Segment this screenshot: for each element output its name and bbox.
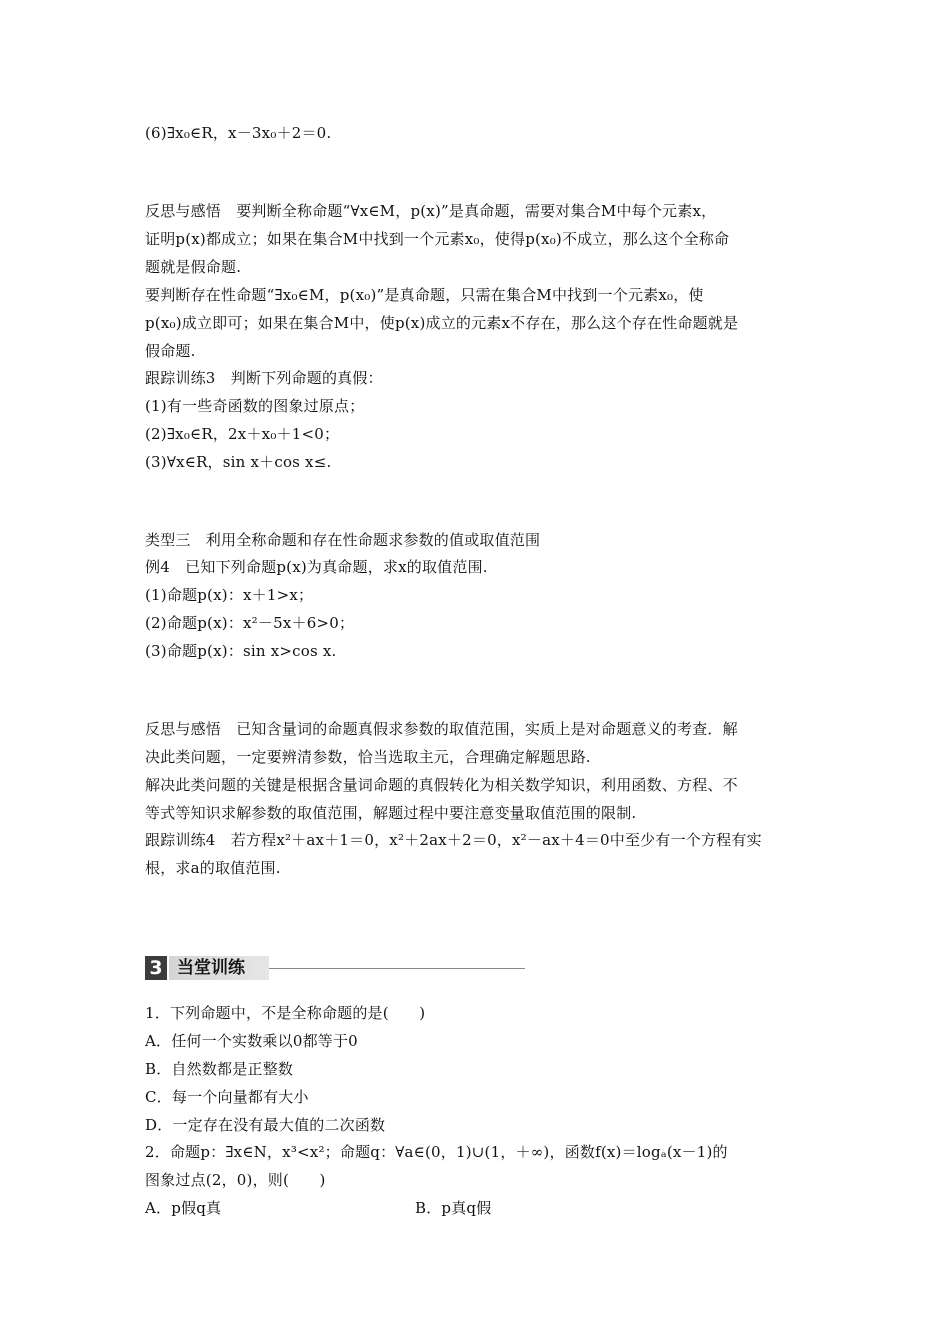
question-1-option-b: B．自然数都是正整数 [145,1060,294,1078]
practice-4-line-2: 根，求a的取值范围. [145,859,281,877]
example-4-heading: 例4 已知下列命题p(x)为真命题，求x的取值范围. [145,558,488,576]
question-1-option-d: D．一定存在没有最大值的二次函数 [145,1116,386,1134]
reflection-1-line-3: 题就是假命题. [145,258,242,276]
question-2-option-b: B．p真q假 [415,1199,492,1217]
practice-4-line-1: 跟踪训练4 若方程x²＋ax＋1＝0，x²＋2ax＋2＝0，x²－ax＋4＝0中至少有一个方程有实 [145,831,762,849]
practice-3-heading: 跟踪训练3 判断下列命题的真假： [145,369,383,387]
section-divider [269,968,525,969]
reflection-1-line-4: 要判断存在性命题“∃x₀∈M，p(x₀)”是真命题，只需在集合M中找到一个元素x₀，使 [145,286,704,304]
example-4-item-1: (1)命题p(x)：x＋1>x； [145,586,314,604]
reflection-2-line-4: 等式等知识求解参数的取值范围，解题过程中要注意变量取值范围的限制. [145,804,637,822]
practice-3-item-1: (1)有一些奇函数的图象过原点； [145,397,365,415]
reflection-2-line-2: 决此类问题，一定要辨清参数，恰当选取主元，合理确定解题思路. [145,748,591,766]
example-4-item-3: (3)命题p(x)：sin x>cos x. [145,642,337,660]
reflection-2-line-3: 解决此类问题的关键是根据含量词命题的真假转化为相关数学知识，利用函数、方程、不 [145,776,738,794]
section-number: 3 [145,956,167,980]
question-2-stem-line-1: 2．命题p：∃x∈N，x³<x²；命题q：∀a∈(0，1)∪(1，＋∞)，函数f(x)＝logₐ(x－1)的 [145,1143,728,1161]
reflection-2-line-1: 反思与感悟 已知含量词的命题真假求参数的取值范围，实质上是对命题意义的考查．解 [145,720,738,738]
reflection-1-line-5: p(x₀)成立即可；如果在集合M中，使p(x)成立的元素x不存在，那么这个存在性命题就是 [145,314,739,332]
problem-6-line: (6)∃x₀∈R，x－3x₀＋2＝0. [145,124,332,142]
type-3-heading: 类型三 利用全称命题和存在性命题求参数的值或取值范围 [145,531,541,549]
section-header [145,956,525,980]
example-4-item-2: (2)命题p(x)：x²－5x＋6>0； [145,614,355,632]
reflection-1-line-6: 假命题. [145,342,196,360]
question-1-option-c: C．每一个向量都有大小 [145,1088,309,1106]
reflection-1-line-2: 证明p(x)都成立；如果在集合M中找到一个元素x₀，使得p(x₀)不成立，那么这个全称命 [145,230,730,248]
question-1-option-a: A．任何一个实数乘以0都等于0 [145,1032,358,1050]
reflection-1-line-1: 反思与感悟 要判断全称命题“∀x∈M，p(x)”是真命题，需要对集合M中每个元素x， [145,202,717,220]
question-2-stem-line-2: 图象过点(2，0)，则( ) [145,1171,326,1189]
practice-3-item-2: (2)∃x₀∈R，2x＋x₀＋1<0； [145,425,340,443]
section-title: 当堂训练 [177,958,245,978]
practice-3-item-3: (3)∀x∈R，sin x＋cos x≤. [145,453,332,471]
question-2-option-a: A．p假q真 [145,1199,222,1217]
question-1-stem: 1．下列命题中，不是全称命题的是( ) [145,1004,426,1022]
